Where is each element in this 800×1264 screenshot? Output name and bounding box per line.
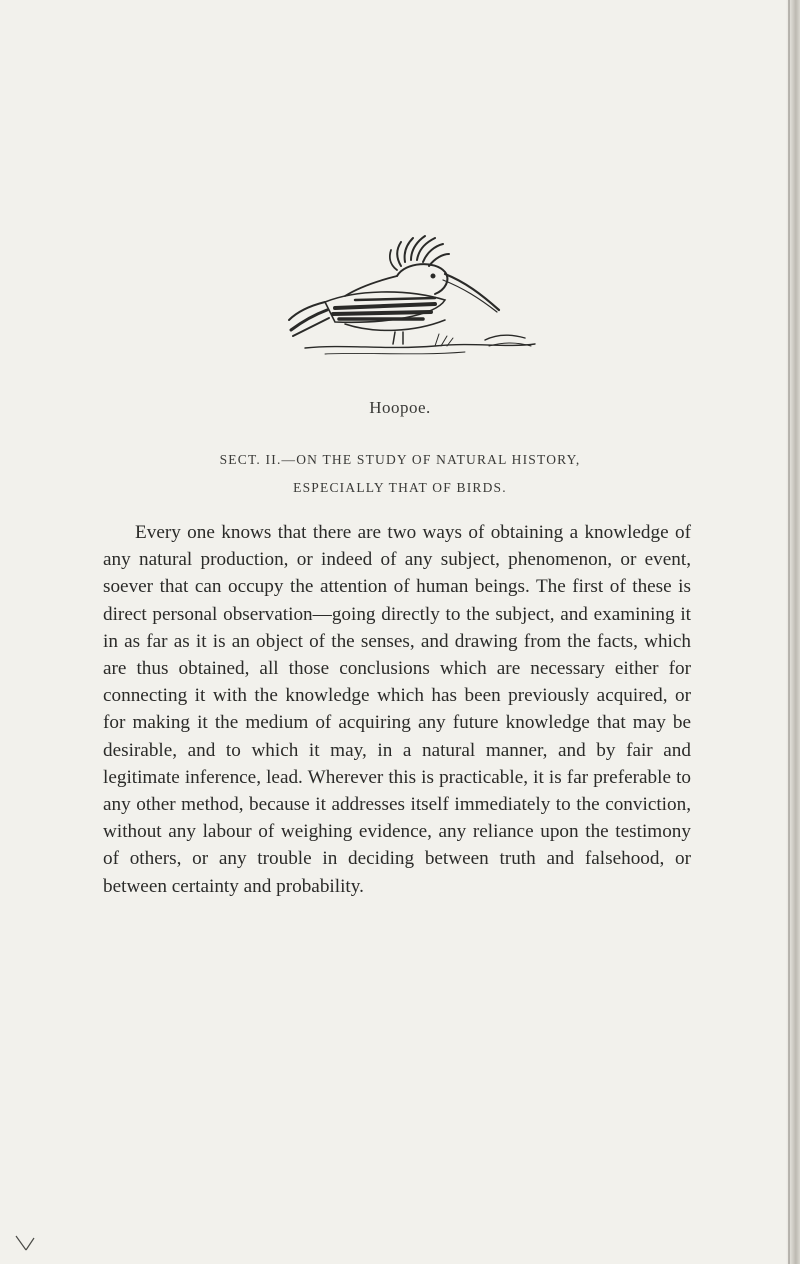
section-heading-line-1: SECT. II.—ON THE STUDY OF NATURAL HISTORY, (219, 452, 581, 467)
body-paragraph: Every one knows that there are two ways of obtaining a knowledge of any natural production, or indeed of any subject, phenomenon, or event, soever that can occupy the attention of human beings. The first of these is direct personal observation—going directly to the subject, and examining it in as far as it is an object of the senses, and drawing from the facts, which are thus obtained, all those conclusions which are necessary either for connecting it with the knowledge which has been previously acquired, or for making it the medium of acquiring any future knowledge that may be desirable, and to which it may, in a natural manner, and by fair and legitimate inference, lead. Wherever this is practicable, it is far preferable to any other method, because it addresses itself immediately to the conviction, without any labour of weighing evidence, any reliance upon the testimony of others, or any trouble in deciding between truth and falsehood, or between certainty and probability. (103, 522, 691, 897)
corner-mark (14, 1232, 38, 1256)
section-heading-line-2: ESPECIALLY THAT OF BIRDS. (293, 480, 507, 495)
hoopoe-engraving (285, 220, 545, 370)
page-edge-line (788, 0, 790, 1264)
illustration-caption: Hoopoe. (369, 398, 431, 417)
